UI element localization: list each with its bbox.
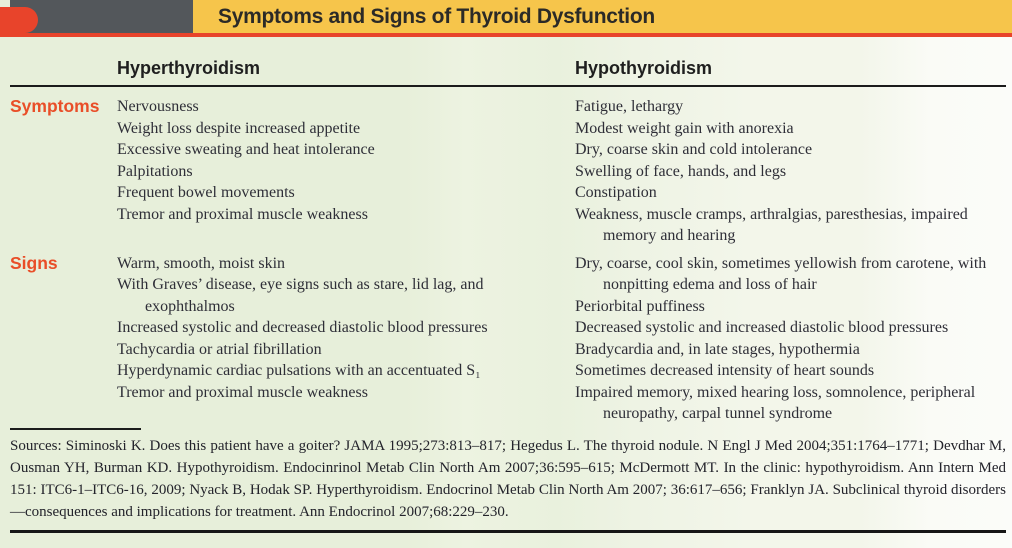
table-cell-item: Fatigue, lethargy xyxy=(575,98,684,115)
thyroid-symptoms-table xyxy=(10,56,1006,425)
table-cell-item: Decreased systolic and increased diastolic blood pressures xyxy=(575,319,949,336)
table-cell-item: Weight loss despite increased appetite xyxy=(117,119,361,137)
table-cell-item: Bradycardia and, in late stages, hypothermia xyxy=(575,340,860,358)
title-underline-rule xyxy=(0,33,1012,37)
footnote-divider-rule xyxy=(10,428,141,430)
title-bar xyxy=(193,0,1012,33)
row-label-signs: Signs xyxy=(10,252,58,273)
table-cell-item: Impaired memory, mixed hearing loss, somnolence, peripheral neuropathy, carpal tunnel syndrome xyxy=(575,383,976,422)
table-cell-item: Periorbital puffiness xyxy=(575,297,705,315)
column-header-hypothyroidism: Hypothyroidism xyxy=(575,58,713,78)
table-cell-item: Hyperdynamic cardiac pulsations with an accentuated S₁ xyxy=(117,362,481,379)
red-tab-icon xyxy=(0,7,38,33)
column-header-hyperthyroidism: Hyperthyroidism xyxy=(117,58,261,78)
table-cell-item: With Graves’ disease, eye signs such as stare, lid lag, and exophthalmos xyxy=(117,276,484,315)
table-cell-item: Tremor and proximal muscle weakness xyxy=(117,205,368,223)
cell-symptoms-hyperthyroidism xyxy=(117,96,575,247)
table-cell-item: Weakness, muscle cramps, arthralgias, paresthesias, impaired memory and hearing xyxy=(575,205,968,244)
table-footnote xyxy=(10,428,1006,533)
row-label-symptoms: Symptoms xyxy=(10,96,100,116)
row-label-column-spacer xyxy=(10,56,117,85)
sources-text: Sources: Siminoski K. Does this patient have a goiter? JAMA 1995;273:813–817; Hegedus L. The thyroid nodule. N Engl J Med 2004;351:1764–1771; Devdhar M, Ousman YH, Burman KD. Hypothyroidism. Endocinrinol Metab Clin North Am 2007;36:595–615; McDermott MT. In the clinic: hypothyroidism. Ann Intern Med 151: ITC6-1–ITC6-16, 2009; Nyack B, Hodak SP. Hyperthyroidism. Endocrinol Metab Clin North Am 2007; 36:617–656; Franklyn JA. Subclinical thyroid disorders—consequences and implications for treatment. Ann Endocrinol 2007;68:229–230. xyxy=(10,438,1006,520)
cell-signs-hypothyroidism xyxy=(575,253,1006,425)
table-cell-item: Tremor and proximal muscle weakness xyxy=(117,383,368,401)
cell-symptoms-hypothyroidism xyxy=(575,96,1006,247)
cell-signs-hyperthyroidism xyxy=(117,253,575,425)
table-cell-item: Dry, coarse, cool skin, sometimes yellowish from carotene, with nonpitting edema and loss of hair xyxy=(575,254,987,293)
table-cell-item: Sometimes decreased intensity of heart sounds xyxy=(575,362,875,379)
table-cell-item: Warm, smooth, moist skin xyxy=(117,254,286,272)
table-cell-item: Tachycardia or atrial fibrillation xyxy=(117,340,322,358)
table-cell-item: Dry, coarse skin and cold intolerance xyxy=(575,141,813,158)
table-cell-item: Nervousness xyxy=(117,98,199,115)
table-cell-item: Excessive sweating and heat intolerance xyxy=(117,141,375,158)
table-cell-item: Palpitations xyxy=(117,162,193,180)
table-row-signs xyxy=(10,253,1006,425)
table-cell-item: Modest weight gain with anorexia xyxy=(575,119,794,137)
table-cell-item: Constipation xyxy=(575,184,657,201)
table-cell-item: Increased systolic and decreased diastolic blood pressures xyxy=(117,319,488,336)
table-row-symptoms xyxy=(10,96,1006,247)
bottom-rule xyxy=(10,530,1006,533)
page-title: Symptoms and Signs of Thyroid Dysfunction xyxy=(218,5,655,28)
table-cell-item: Swelling of face, hands, and legs xyxy=(575,162,787,180)
table-cell-item: Frequent bowel movements xyxy=(117,184,295,201)
table-header-row xyxy=(10,56,1006,87)
